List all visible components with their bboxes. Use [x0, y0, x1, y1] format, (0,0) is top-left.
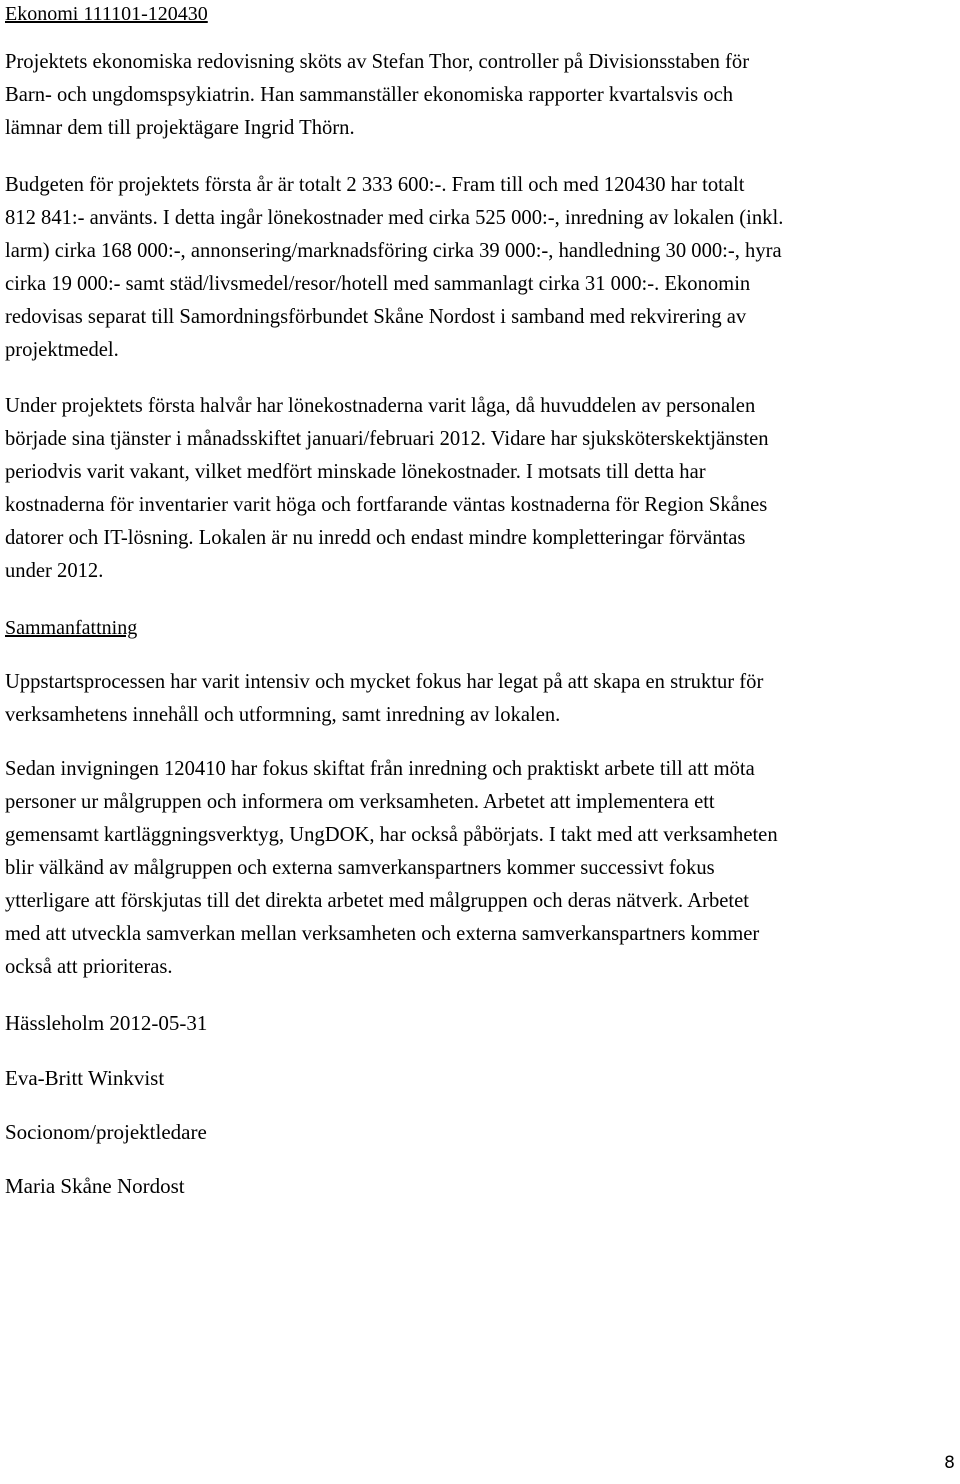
signoff-role: Socionom/projektledare: [5, 1120, 207, 1144]
signoff-name: Eva-Britt Winkvist: [5, 1066, 165, 1090]
paragraph-line: Under projektets första halvår har lönekostnaderna varit låga, då huvuddelen av personalen: [5, 395, 756, 417]
paragraph-line: periodvis varit vakant, vilket medfört minskade lönekostnader. I motsats till detta har: [5, 461, 706, 483]
signoff-place-date: Hässleholm 2012-05-31: [5, 1011, 208, 1035]
paragraph-line: larm) cirka 168 000:-, annonsering/marknadsföring cirka 39 000:-, handledning 30 000:-, hyra: [5, 240, 782, 262]
paragraph-line: 812 841:- använts. I detta ingår lönekostnader med cirka 525 000:-, inredning av lokalen (inkl.: [5, 207, 784, 229]
paragraph-line: Projektets ekonomiska redovisning sköts av Stefan Thor, controller på Divisionsstaben för: [5, 51, 750, 73]
paragraph-line: kostnaderna för inventarier varit höga och fortfarande väntas kostnaderna för Region Skånes: [5, 494, 768, 516]
paragraph-line: projektmedel.: [5, 339, 119, 361]
section-title-economy: Ekonomi 111101-120430: [5, 3, 208, 25]
page-number: 8: [944, 1453, 955, 1473]
paragraph-line: gemensamt kartläggningsverktyg, UngDOK, har också påbörjats. I takt med att verksamheten: [5, 824, 778, 846]
paragraph-line: med att utveckla samverkan mellan verksamheten och externa samverkanspartners kommer: [5, 923, 760, 945]
paragraph-line: verksamhetens innehåll och utformning, samt inredning av lokalen.: [5, 704, 561, 726]
paragraph-line: Barn- och ungdomspsykiatrin. Han sammanställer ekonomiska rapporter kvartalsvis och: [5, 84, 734, 106]
signoff-organization: Maria Skåne Nordost: [5, 1174, 185, 1198]
paragraph-budget: [5, 169, 950, 367]
paragraph-line: lämnar dem till projektägare Ingrid Thörn.: [5, 117, 355, 139]
paragraph-salary-costs: [5, 390, 950, 588]
paragraph-line: Budgeten för projektets första år är totalt 2 333 600:-. Fram till och med 120430 har totalt: [5, 174, 745, 196]
paragraph-line: blir välkänd av målgruppen och externa samverkanspartners kommer successivt fokus: [5, 857, 715, 879]
paragraph-since-opening: [5, 753, 950, 984]
paragraph-line: personer ur målgruppen och informera om verksamheten. Arbetet att implementera ett: [5, 791, 715, 813]
paragraph-line: Uppstartsprocessen har varit intensiv och mycket fokus har legat på att skapa en struktur för: [5, 671, 764, 693]
paragraph-accounting: [5, 46, 950, 145]
paragraph-line: cirka 19 000:- samt städ/livsmedel/resor/hotell med sammanlagt cirka 31 000:-. Ekonomin: [5, 273, 751, 295]
paragraph-line: under 2012.: [5, 560, 104, 582]
paragraph-line: ytterligare att förskjutas till det direkta arbetet med målgruppen och deras nätverk. Arbetet: [5, 890, 749, 912]
paragraph-line: också att prioriteras.: [5, 956, 173, 978]
section-title-summary: Sammanfattning: [5, 617, 138, 639]
paragraph-line: började sina tjänster i månadsskiftet januari/februari 2012. Vidare har sjuksköterskektjänsten: [5, 428, 769, 450]
paragraph-startup: [5, 666, 950, 732]
paragraph-line: redovisas separat till Samordningsförbundet Skåne Nordost i samband med rekvirering av: [5, 306, 747, 328]
paragraph-line: datorer och IT-lösning. Lokalen är nu inredd och endast mindre kompletteringar förväntas: [5, 527, 746, 549]
paragraph-line: Sedan invigningen 120410 har fokus skiftat från inredning och praktiskt arbete till att möta: [5, 758, 755, 780]
